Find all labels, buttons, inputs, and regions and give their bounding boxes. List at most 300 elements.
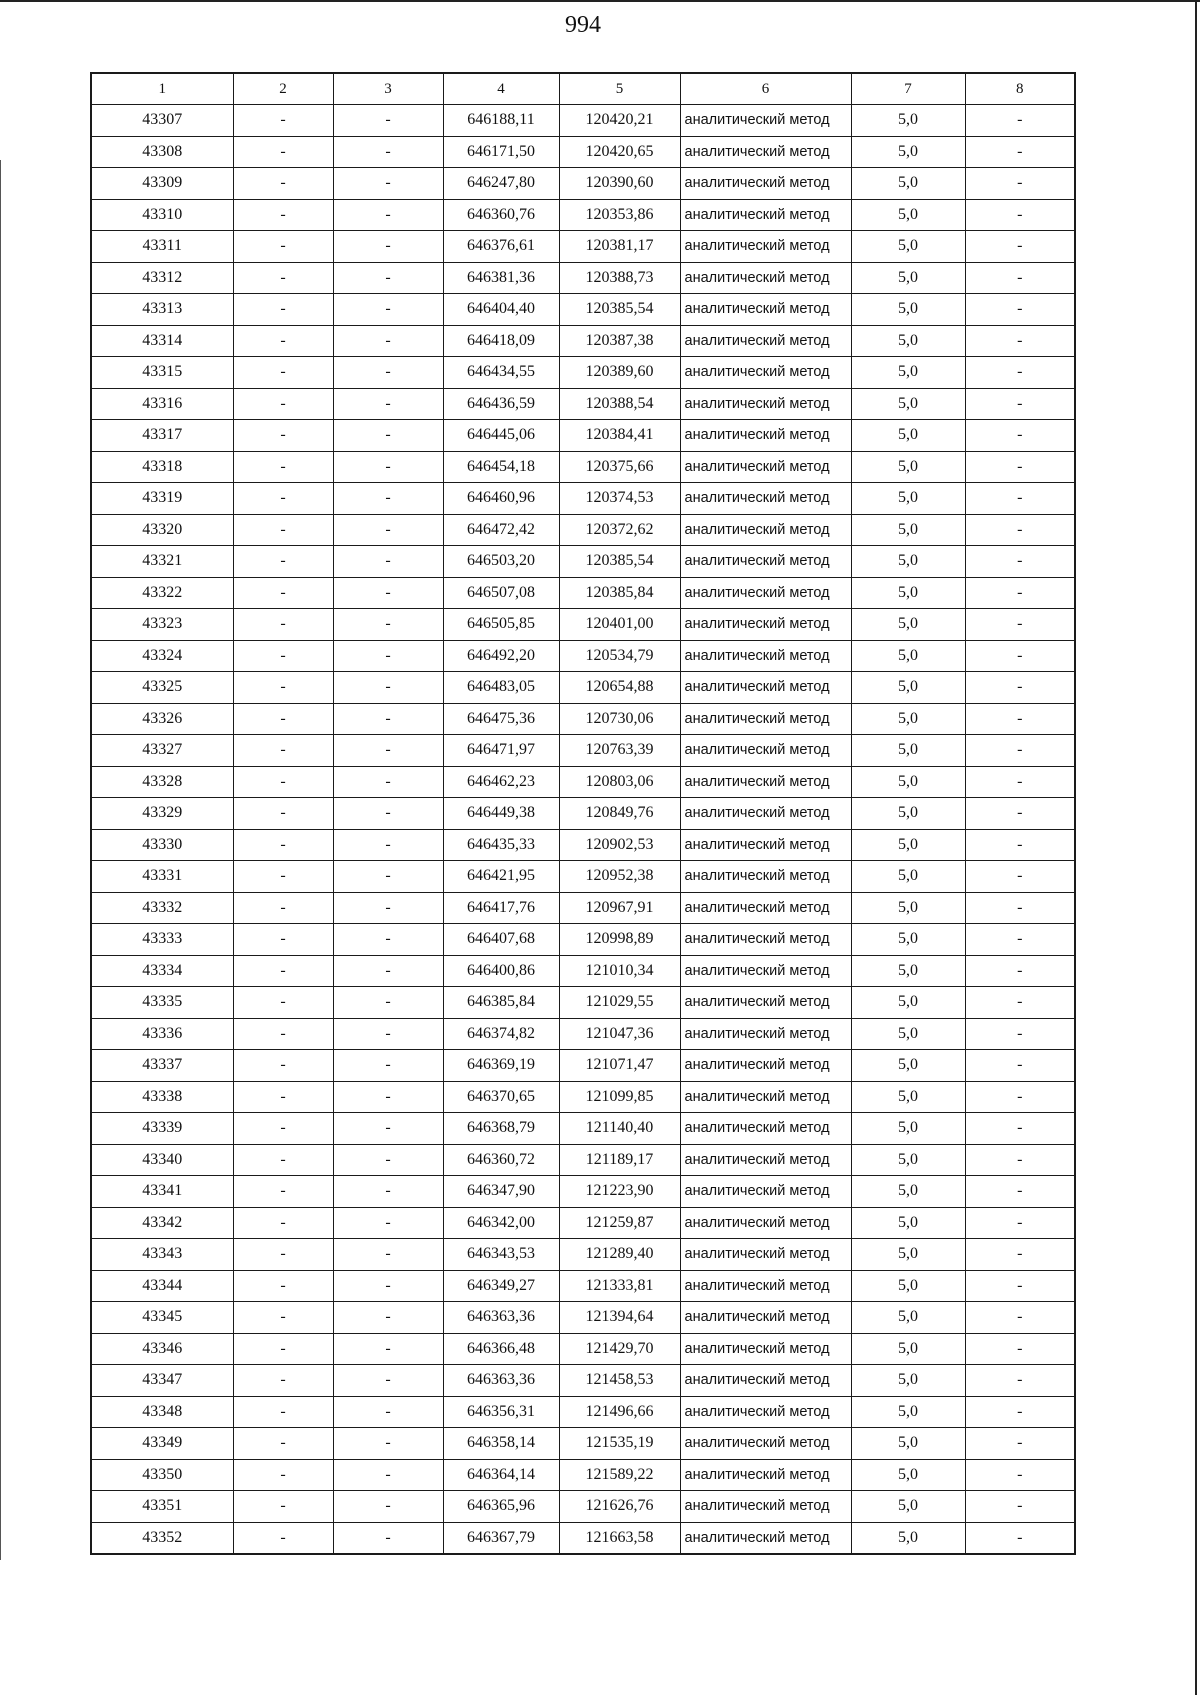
- accuracy-cell: 5,0: [851, 640, 965, 672]
- col2-cell: -: [233, 168, 333, 200]
- point-number-cell: 43314: [91, 325, 233, 357]
- x-coordinate-cell: 646407,68: [443, 924, 559, 956]
- accuracy-cell: 5,0: [851, 1113, 965, 1145]
- y-coordinate-cell: 121140,40: [559, 1113, 680, 1145]
- col2-cell: -: [233, 1207, 333, 1239]
- x-coordinate-cell: 646342,00: [443, 1207, 559, 1239]
- col2-cell: -: [233, 483, 333, 515]
- col2-cell: -: [233, 1018, 333, 1050]
- y-coordinate-cell: 121496,66: [559, 1396, 680, 1428]
- method-cell: аналитический метод: [680, 388, 851, 420]
- col2-cell: -: [233, 231, 333, 263]
- column-header: 4: [443, 73, 559, 105]
- y-coordinate-cell: 120384,41: [559, 420, 680, 452]
- table-row: [91, 388, 1075, 420]
- col3-cell: -: [333, 1365, 443, 1397]
- col8-cell: -: [965, 1270, 1075, 1302]
- x-coordinate-cell: 646247,80: [443, 168, 559, 200]
- method-cell: аналитический метод: [680, 262, 851, 294]
- col3-cell: -: [333, 388, 443, 420]
- x-coordinate-cell: 646367,79: [443, 1522, 559, 1554]
- y-coordinate-cell: 120654,88: [559, 672, 680, 704]
- method-cell: аналитический метод: [680, 294, 851, 326]
- col3-cell: -: [333, 577, 443, 609]
- accuracy-cell: 5,0: [851, 1081, 965, 1113]
- accuracy-cell: 5,0: [851, 168, 965, 200]
- table-row: [91, 1018, 1075, 1050]
- y-coordinate-cell: 121626,76: [559, 1491, 680, 1523]
- point-number-cell: 43322: [91, 577, 233, 609]
- method-cell: аналитический метод: [680, 325, 851, 357]
- method-cell: аналитический метод: [680, 1396, 851, 1428]
- page-number: 994: [565, 12, 601, 38]
- point-number-cell: 43331: [91, 861, 233, 893]
- point-number-cell: 43309: [91, 168, 233, 200]
- col8-cell: -: [965, 231, 1075, 263]
- y-coordinate-cell: 121429,70: [559, 1333, 680, 1365]
- column-header: 5: [559, 73, 680, 105]
- point-number-cell: 43335: [91, 987, 233, 1019]
- col8-cell: -: [965, 546, 1075, 578]
- y-coordinate-cell: 120730,06: [559, 703, 680, 735]
- table-row: [91, 1050, 1075, 1082]
- col8-cell: -: [965, 514, 1075, 546]
- col8-cell: -: [965, 735, 1075, 767]
- method-cell: аналитический метод: [680, 1176, 851, 1208]
- point-number-cell: 43313: [91, 294, 233, 326]
- accuracy-cell: 5,0: [851, 1050, 965, 1082]
- point-number-cell: 43341: [91, 1176, 233, 1208]
- col3-cell: -: [333, 892, 443, 924]
- table-row: [91, 262, 1075, 294]
- table-row: [91, 1302, 1075, 1334]
- method-cell: аналитический метод: [680, 924, 851, 956]
- accuracy-cell: 5,0: [851, 987, 965, 1019]
- point-number-cell: 43318: [91, 451, 233, 483]
- col8-cell: -: [965, 105, 1075, 137]
- x-coordinate-cell: 646347,90: [443, 1176, 559, 1208]
- col2-cell: -: [233, 1428, 333, 1460]
- y-coordinate-cell: 120952,38: [559, 861, 680, 893]
- coordinates-table: [90, 72, 1076, 1555]
- col3-cell: -: [333, 420, 443, 452]
- col8-cell: -: [965, 1459, 1075, 1491]
- method-cell: аналитический метод: [680, 1270, 851, 1302]
- y-coordinate-cell: 120372,62: [559, 514, 680, 546]
- col2-cell: -: [233, 514, 333, 546]
- col3-cell: -: [333, 136, 443, 168]
- table-body: [91, 105, 1075, 1555]
- col2-cell: -: [233, 1270, 333, 1302]
- col3-cell: -: [333, 357, 443, 389]
- x-coordinate-cell: 646435,33: [443, 829, 559, 861]
- accuracy-cell: 5,0: [851, 546, 965, 578]
- x-coordinate-cell: 646505,85: [443, 609, 559, 641]
- x-coordinate-cell: 646507,08: [443, 577, 559, 609]
- y-coordinate-cell: 120375,66: [559, 451, 680, 483]
- point-number-cell: 43308: [91, 136, 233, 168]
- accuracy-cell: 5,0: [851, 1176, 965, 1208]
- x-coordinate-cell: 646365,96: [443, 1491, 559, 1523]
- point-number-cell: 43351: [91, 1491, 233, 1523]
- accuracy-cell: 5,0: [851, 1459, 965, 1491]
- accuracy-cell: 5,0: [851, 105, 965, 137]
- x-coordinate-cell: 646343,53: [443, 1239, 559, 1271]
- y-coordinate-cell: 120389,60: [559, 357, 680, 389]
- x-coordinate-cell: 646374,82: [443, 1018, 559, 1050]
- table-row: [91, 105, 1075, 137]
- col8-cell: -: [965, 1144, 1075, 1176]
- point-number-cell: 43349: [91, 1428, 233, 1460]
- col3-cell: -: [333, 955, 443, 987]
- table-row: [91, 136, 1075, 168]
- method-cell: аналитический метод: [680, 735, 851, 767]
- x-coordinate-cell: 646436,59: [443, 388, 559, 420]
- page-right-border: [1195, 0, 1197, 1695]
- col2-cell: -: [233, 672, 333, 704]
- column-header: 7: [851, 73, 965, 105]
- col3-cell: -: [333, 105, 443, 137]
- col8-cell: -: [965, 1081, 1075, 1113]
- point-number-cell: 43312: [91, 262, 233, 294]
- point-number-cell: 43328: [91, 766, 233, 798]
- y-coordinate-cell: 120387,38: [559, 325, 680, 357]
- accuracy-cell: 5,0: [851, 1144, 965, 1176]
- accuracy-cell: 5,0: [851, 420, 965, 452]
- method-cell: аналитический метод: [680, 1081, 851, 1113]
- col2-cell: -: [233, 892, 333, 924]
- point-number-cell: 43325: [91, 672, 233, 704]
- col8-cell: -: [965, 357, 1075, 389]
- x-coordinate-cell: 646434,55: [443, 357, 559, 389]
- y-coordinate-cell: 120803,06: [559, 766, 680, 798]
- y-coordinate-cell: 121663,58: [559, 1522, 680, 1554]
- x-coordinate-cell: 646472,42: [443, 514, 559, 546]
- accuracy-cell: 5,0: [851, 672, 965, 704]
- x-coordinate-cell: 646366,48: [443, 1333, 559, 1365]
- col3-cell: -: [333, 1176, 443, 1208]
- table-row: [91, 672, 1075, 704]
- table-row: [91, 766, 1075, 798]
- x-coordinate-cell: 646358,14: [443, 1428, 559, 1460]
- accuracy-cell: 5,0: [851, 262, 965, 294]
- col3-cell: -: [333, 231, 443, 263]
- table-row: [91, 1459, 1075, 1491]
- x-coordinate-cell: 646449,38: [443, 798, 559, 830]
- col3-cell: -: [333, 703, 443, 735]
- col2-cell: -: [233, 1459, 333, 1491]
- table-row: [91, 577, 1075, 609]
- method-cell: аналитический метод: [680, 1333, 851, 1365]
- x-coordinate-cell: 646349,27: [443, 1270, 559, 1302]
- y-coordinate-cell: 120381,17: [559, 231, 680, 263]
- col3-cell: -: [333, 1018, 443, 1050]
- col8-cell: -: [965, 1050, 1075, 1082]
- table-row: [91, 798, 1075, 830]
- col2-cell: -: [233, 136, 333, 168]
- col2-cell: -: [233, 1491, 333, 1523]
- col3-cell: -: [333, 672, 443, 704]
- col3-cell: -: [333, 1270, 443, 1302]
- col8-cell: -: [965, 388, 1075, 420]
- point-number-cell: 43339: [91, 1113, 233, 1145]
- method-cell: аналитический метод: [680, 892, 851, 924]
- table-row: [91, 924, 1075, 956]
- x-coordinate-cell: 646368,79: [443, 1113, 559, 1145]
- method-cell: аналитический метод: [680, 199, 851, 231]
- table-row: [91, 1428, 1075, 1460]
- point-number-cell: 43320: [91, 514, 233, 546]
- col3-cell: -: [333, 798, 443, 830]
- table-row: [91, 955, 1075, 987]
- method-cell: аналитический метод: [680, 640, 851, 672]
- col3-cell: -: [333, 829, 443, 861]
- col8-cell: -: [965, 609, 1075, 641]
- accuracy-cell: 5,0: [851, 325, 965, 357]
- col2-cell: -: [233, 1522, 333, 1554]
- x-coordinate-cell: 646492,20: [443, 640, 559, 672]
- accuracy-cell: 5,0: [851, 703, 965, 735]
- x-coordinate-cell: 646462,23: [443, 766, 559, 798]
- accuracy-cell: 5,0: [851, 892, 965, 924]
- method-cell: аналитический метод: [680, 420, 851, 452]
- table-row: [91, 861, 1075, 893]
- accuracy-cell: 5,0: [851, 829, 965, 861]
- y-coordinate-cell: 121458,53: [559, 1365, 680, 1397]
- method-cell: аналитический метод: [680, 1522, 851, 1554]
- accuracy-cell: 5,0: [851, 388, 965, 420]
- x-coordinate-cell: 646370,65: [443, 1081, 559, 1113]
- table-row: [91, 1270, 1075, 1302]
- method-cell: аналитический метод: [680, 1302, 851, 1334]
- table-row: [91, 609, 1075, 641]
- accuracy-cell: 5,0: [851, 1333, 965, 1365]
- col8-cell: -: [965, 1176, 1075, 1208]
- y-coordinate-cell: 121535,19: [559, 1428, 680, 1460]
- table-row: [91, 451, 1075, 483]
- x-coordinate-cell: 646475,36: [443, 703, 559, 735]
- table-row: [91, 1176, 1075, 1208]
- col8-cell: -: [965, 1365, 1075, 1397]
- y-coordinate-cell: 121333,81: [559, 1270, 680, 1302]
- accuracy-cell: 5,0: [851, 1239, 965, 1271]
- col8-cell: -: [965, 892, 1075, 924]
- table-row: [91, 1396, 1075, 1428]
- col3-cell: -: [333, 451, 443, 483]
- x-coordinate-cell: 646363,36: [443, 1365, 559, 1397]
- point-number-cell: 43321: [91, 546, 233, 578]
- x-coordinate-cell: 646363,36: [443, 1302, 559, 1334]
- col2-cell: -: [233, 829, 333, 861]
- col2-cell: -: [233, 735, 333, 767]
- table-row: [91, 1207, 1075, 1239]
- col3-cell: -: [333, 1396, 443, 1428]
- col2-cell: -: [233, 1302, 333, 1334]
- accuracy-cell: 5,0: [851, 1365, 965, 1397]
- y-coordinate-cell: 120420,65: [559, 136, 680, 168]
- col3-cell: -: [333, 1050, 443, 1082]
- x-coordinate-cell: 646376,61: [443, 231, 559, 263]
- method-cell: аналитический метод: [680, 1239, 851, 1271]
- x-coordinate-cell: 646471,97: [443, 735, 559, 767]
- col2-cell: -: [233, 546, 333, 578]
- method-cell: аналитический метод: [680, 357, 851, 389]
- col3-cell: -: [333, 1081, 443, 1113]
- x-coordinate-cell: 646418,09: [443, 325, 559, 357]
- table-header-row: [91, 73, 1075, 105]
- accuracy-cell: 5,0: [851, 955, 965, 987]
- point-number-cell: 43334: [91, 955, 233, 987]
- point-number-cell: 43344: [91, 1270, 233, 1302]
- col3-cell: -: [333, 483, 443, 515]
- accuracy-cell: 5,0: [851, 231, 965, 263]
- point-number-cell: 43324: [91, 640, 233, 672]
- method-cell: аналитический метод: [680, 483, 851, 515]
- point-number-cell: 43336: [91, 1018, 233, 1050]
- point-number-cell: 43333: [91, 924, 233, 956]
- point-number-cell: 43348: [91, 1396, 233, 1428]
- method-cell: аналитический метод: [680, 1459, 851, 1491]
- column-header: 8: [965, 73, 1075, 105]
- column-header: 1: [91, 73, 233, 105]
- col3-cell: -: [333, 1113, 443, 1145]
- x-coordinate-cell: 646356,31: [443, 1396, 559, 1428]
- table-row: [91, 829, 1075, 861]
- col8-cell: -: [965, 199, 1075, 231]
- col2-cell: -: [233, 577, 333, 609]
- point-number-cell: 43337: [91, 1050, 233, 1082]
- col8-cell: -: [965, 829, 1075, 861]
- method-cell: аналитический метод: [680, 766, 851, 798]
- col8-cell: -: [965, 262, 1075, 294]
- point-number-cell: 43345: [91, 1302, 233, 1334]
- col3-cell: -: [333, 924, 443, 956]
- table-row: [91, 546, 1075, 578]
- table-row: [91, 168, 1075, 200]
- method-cell: аналитический метод: [680, 672, 851, 704]
- method-cell: аналитический метод: [680, 577, 851, 609]
- col2-cell: -: [233, 924, 333, 956]
- method-cell: аналитический метод: [680, 1018, 851, 1050]
- accuracy-cell: 5,0: [851, 1428, 965, 1460]
- col2-cell: -: [233, 640, 333, 672]
- col3-cell: -: [333, 735, 443, 767]
- x-coordinate-cell: 646171,50: [443, 136, 559, 168]
- point-number-cell: 43329: [91, 798, 233, 830]
- y-coordinate-cell: 121289,40: [559, 1239, 680, 1271]
- table-row: [91, 1081, 1075, 1113]
- point-number-cell: 43350: [91, 1459, 233, 1491]
- x-coordinate-cell: 646421,95: [443, 861, 559, 893]
- col2-cell: -: [233, 987, 333, 1019]
- x-coordinate-cell: 646369,19: [443, 1050, 559, 1082]
- col2-cell: -: [233, 199, 333, 231]
- page-left-border: [0, 160, 1, 1560]
- page-top-border: [0, 0, 1200, 2]
- col2-cell: -: [233, 861, 333, 893]
- method-cell: аналитический метод: [680, 1365, 851, 1397]
- y-coordinate-cell: 121223,90: [559, 1176, 680, 1208]
- col8-cell: -: [965, 798, 1075, 830]
- col2-cell: -: [233, 451, 333, 483]
- col2-cell: -: [233, 294, 333, 326]
- col2-cell: -: [233, 1050, 333, 1082]
- column-header: 2: [233, 73, 333, 105]
- table-row: [91, 1522, 1075, 1554]
- x-coordinate-cell: 646400,86: [443, 955, 559, 987]
- accuracy-cell: 5,0: [851, 1522, 965, 1554]
- table-row: [91, 987, 1075, 1019]
- y-coordinate-cell: 120374,53: [559, 483, 680, 515]
- col2-cell: -: [233, 1396, 333, 1428]
- y-coordinate-cell: 121010,34: [559, 955, 680, 987]
- accuracy-cell: 5,0: [851, 1207, 965, 1239]
- method-cell: аналитический метод: [680, 105, 851, 137]
- method-cell: аналитический метод: [680, 798, 851, 830]
- y-coordinate-cell: 120388,54: [559, 388, 680, 420]
- table-row: [91, 1144, 1075, 1176]
- col8-cell: -: [965, 1396, 1075, 1428]
- col3-cell: -: [333, 1333, 443, 1365]
- y-coordinate-cell: 121047,36: [559, 1018, 680, 1050]
- table-row: [91, 199, 1075, 231]
- method-cell: аналитический метод: [680, 987, 851, 1019]
- col2-cell: -: [233, 798, 333, 830]
- col8-cell: -: [965, 136, 1075, 168]
- col3-cell: -: [333, 609, 443, 641]
- accuracy-cell: 5,0: [851, 1491, 965, 1523]
- col8-cell: -: [965, 861, 1075, 893]
- table-row: [91, 294, 1075, 326]
- y-coordinate-cell: 121029,55: [559, 987, 680, 1019]
- method-cell: аналитический метод: [680, 1050, 851, 1082]
- table-row: [91, 1365, 1075, 1397]
- accuracy-cell: 5,0: [851, 294, 965, 326]
- table-row: [91, 1239, 1075, 1271]
- col2-cell: -: [233, 105, 333, 137]
- col2-cell: -: [233, 1239, 333, 1271]
- col8-cell: -: [965, 766, 1075, 798]
- col2-cell: -: [233, 357, 333, 389]
- col3-cell: -: [333, 1522, 443, 1554]
- col3-cell: -: [333, 640, 443, 672]
- point-number-cell: 43330: [91, 829, 233, 861]
- accuracy-cell: 5,0: [851, 924, 965, 956]
- col3-cell: -: [333, 514, 443, 546]
- accuracy-cell: 5,0: [851, 357, 965, 389]
- point-number-cell: 43332: [91, 892, 233, 924]
- col2-cell: -: [233, 325, 333, 357]
- table-row: [91, 1113, 1075, 1145]
- method-cell: аналитический метод: [680, 1207, 851, 1239]
- col2-cell: -: [233, 955, 333, 987]
- col8-cell: -: [965, 1333, 1075, 1365]
- x-coordinate-cell: 646483,05: [443, 672, 559, 704]
- table-row: [91, 514, 1075, 546]
- y-coordinate-cell: 120353,86: [559, 199, 680, 231]
- method-cell: аналитический метод: [680, 1491, 851, 1523]
- col8-cell: -: [965, 672, 1075, 704]
- method-cell: аналитический метод: [680, 451, 851, 483]
- y-coordinate-cell: 120401,00: [559, 609, 680, 641]
- y-coordinate-cell: 120967,91: [559, 892, 680, 924]
- col8-cell: -: [965, 483, 1075, 515]
- col8-cell: -: [965, 924, 1075, 956]
- col3-cell: -: [333, 1144, 443, 1176]
- table-row: [91, 703, 1075, 735]
- col3-cell: -: [333, 1302, 443, 1334]
- method-cell: аналитический метод: [680, 136, 851, 168]
